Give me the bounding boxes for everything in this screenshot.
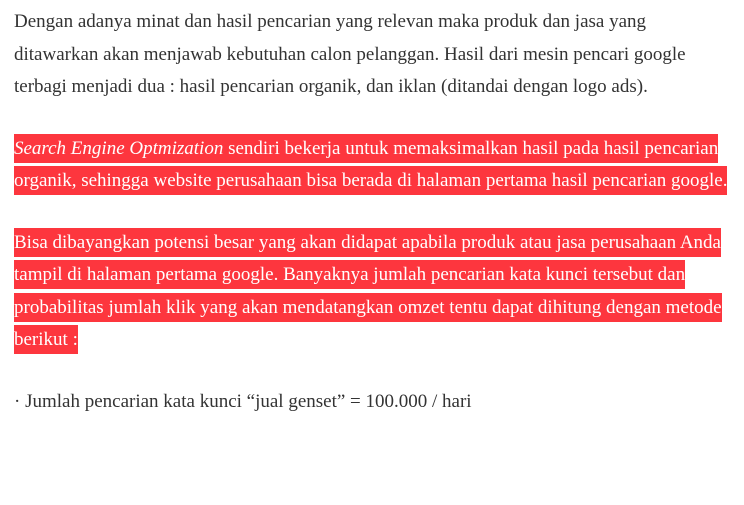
article-body <box>14 6 730 418</box>
paragraph-intro <box>14 6 730 104</box>
seo-text: sendiri bekerja untuk memaksimalkan hasil pada hasil pencarian organik, sehingga website perusahaan bisa berada di halaman pertama hasil pencarian google. <box>14 137 728 191</box>
paragraph-intro-text: Dengan adanya minat dan hasil pencarian yang relevan maka produk dan jasa yang ditawarkan akan menjawab kebutuhan calon pelanggan. Hasil dari mesin pencari google terbagi menjadi dua : hasil pencarian organik, dan iklan (ditandai dengan logo ads). <box>14 11 686 97</box>
bullet-item-text: · Jumlah pencarian kata kunci “jual genset” = 100.000 / hari <box>14 390 472 412</box>
seo-emphasis: Search Engine Optmization <box>14 137 224 159</box>
highlighted-text-seo <box>14 134 727 196</box>
highlighted-text-potential: Bisa dibayangkan potensi besar yang akan didapat apabila produk atau jasa perusahaan Anda tampil di halaman pertama google. Banyaknya jumlah pencarian kata kunci tersebut dan probabilitas jumlah klik yang akan mendatangkan omzet tentu dapat dihitung dengan metode berikut : <box>14 228 722 355</box>
paragraph-seo-highlight <box>14 133 730 198</box>
paragraph-potential-highlight <box>14 227 730 357</box>
bullet-item-search-volume <box>14 386 730 419</box>
